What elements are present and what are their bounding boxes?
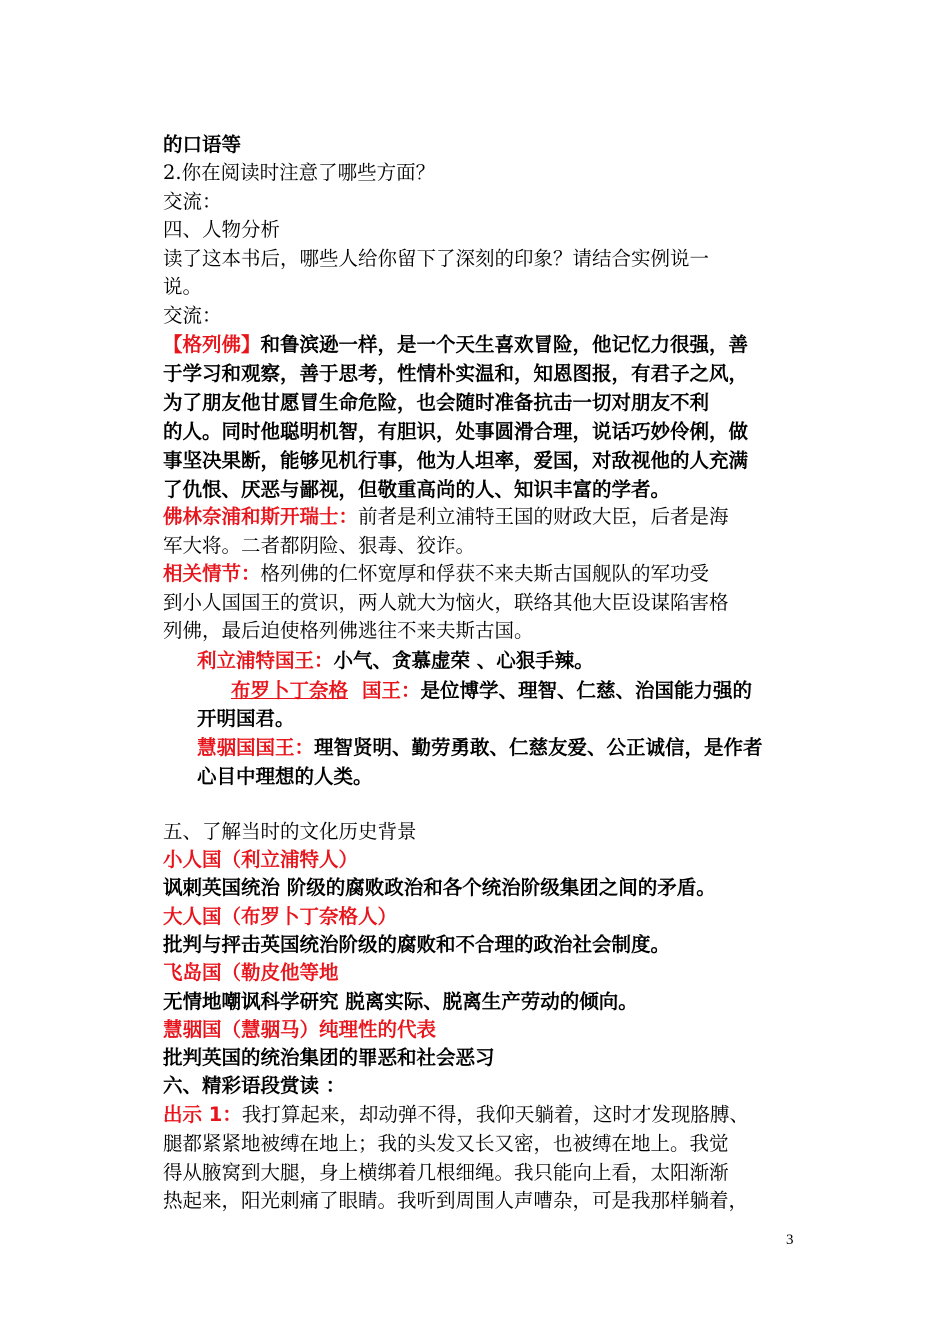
- section-heading-5: 五、了解当时的文化历史背景: [163, 820, 417, 843]
- text-line: 腿都紧紧地被缚在地上；我的头发又长又密，也被缚在地上。我觉: [163, 1132, 729, 1155]
- character-brobdingnag-king: [197, 677, 837, 705]
- character-description: 小气、贪慕虚荣 、心狠手辣。: [333, 649, 594, 672]
- character-label-suffix: 国王：: [362, 679, 421, 702]
- text-line: 交流：: [163, 190, 222, 213]
- character-label: 慧骃国国王：: [197, 736, 315, 759]
- text-line: 交流：: [163, 304, 222, 327]
- page-number: 3: [786, 1232, 794, 1248]
- text-line: 说。: [163, 275, 203, 298]
- excerpt-text: 我打算起来，却动弹不得，我仰天躺着，这时才发现胳膊、: [241, 1103, 749, 1126]
- character-description: 和鲁滨逊一样，是一个天生喜欢冒险，他记忆力很强，善: [260, 333, 749, 356]
- text-line: 的人。同时他聪明机智，有胆识，处事圆滑合理，说话巧妙伶俐，做: [163, 420, 749, 443]
- houyhnhnm-heading: 慧骃国（慧骃马）纯理性的代表: [163, 1018, 437, 1041]
- excerpt-1: [163, 1101, 803, 1129]
- text-line: 批判英国的统治集团的罪恶和社会恶习: [163, 1046, 495, 1069]
- text-line: 的口语等: [163, 133, 242, 156]
- excerpt-label: 出示 1：: [163, 1103, 242, 1126]
- character-label: 佛林奈浦和斯开瑞士：: [163, 505, 359, 528]
- text-line: 得从腋窝到大腿，身上横绑着几根细绳。我只能向上看，太阳渐渐: [163, 1161, 729, 1184]
- text-line: 开明国君。: [197, 707, 295, 730]
- text-line: 到小人国国王的赏识，两人就大为恼火，联络其他大臣设谋陷害格: [163, 591, 729, 614]
- related-plot: [163, 560, 803, 588]
- character-gulliver: [163, 331, 803, 359]
- plot-description: 格列佛的仁怀宽厚和俘获不来夫斯古国舰队的军功受: [260, 562, 710, 585]
- text-line: 热起来，阳光刺痛了眼睛。我听到周围人声嘈杂，可是我那样躺着，: [163, 1189, 749, 1212]
- character-houyhnhnm-king: [197, 734, 837, 762]
- text-line: 于学习和观察，善于思考，性情朴实温和，知恩图报，有君子之风，: [163, 362, 749, 385]
- text-line: 了仇恨、厌恶与鄙视，但敬重高尚的人、知识丰富的学者。: [163, 478, 671, 501]
- character-description: 前者是利立浦特王国的财政大臣，后者是海: [358, 505, 729, 528]
- character-label: 布罗卜丁奈格: [231, 679, 349, 702]
- text-line: 军大将。二者都阴险、狠毒、狡诈。: [163, 534, 476, 557]
- section-heading-6: 六、精彩语段赏读 ：: [163, 1074, 346, 1097]
- brobdingnag-heading: 大人国（布罗卜丁奈格人）: [163, 905, 398, 928]
- character-description: 理智贤明、勤劳勇敢、仁慈友爱、公正诚信，是作者: [314, 736, 763, 759]
- text-line: 读了这本书后，哪些人给你留下了深刻的印象？请结合实例说一: [163, 247, 710, 270]
- character-label: 【格列佛】: [163, 333, 261, 356]
- character-lilliput-king: [197, 647, 837, 675]
- section-heading-4: 四、人物分析: [163, 218, 281, 241]
- text-line: 列佛，最后迫使格列佛逃往不来夫斯古国。: [163, 619, 534, 642]
- text-line: 无情地嘲讽科学研究 脱离实际、脱离生产劳动的倾向。: [163, 990, 638, 1013]
- text-line: 心目中理想的人类。: [197, 765, 373, 788]
- plot-label: 相关情节：: [163, 562, 261, 585]
- character-label: 利立浦特国王：: [197, 649, 334, 672]
- text-line: 为了朋友他甘愿冒生命危险，也会随时准备抗击一切对朋友不利: [163, 391, 710, 414]
- laputa-heading: 飞岛国（勒皮他等地: [163, 961, 339, 984]
- text-line: 批判与抨击英国统治阶级的腐败和不合理的政治社会制度。: [163, 933, 671, 956]
- character-ministers: [163, 503, 803, 531]
- lilliput-heading: 小人国（利立浦特人）: [163, 848, 359, 871]
- text-line: 讽刺英国统治 阶级的腐败政治和各个统治阶级集团之间的矛盾。: [163, 876, 716, 899]
- character-description: 是位博学、理智、仁慈、治国能力强的: [420, 679, 753, 702]
- text-line: 事坚决果断，能够见机行事，他为人坦率，爱国，对敌视他的人充满: [163, 449, 749, 472]
- question-2: 2.你在阅读时注意了哪些方面？: [163, 161, 436, 184]
